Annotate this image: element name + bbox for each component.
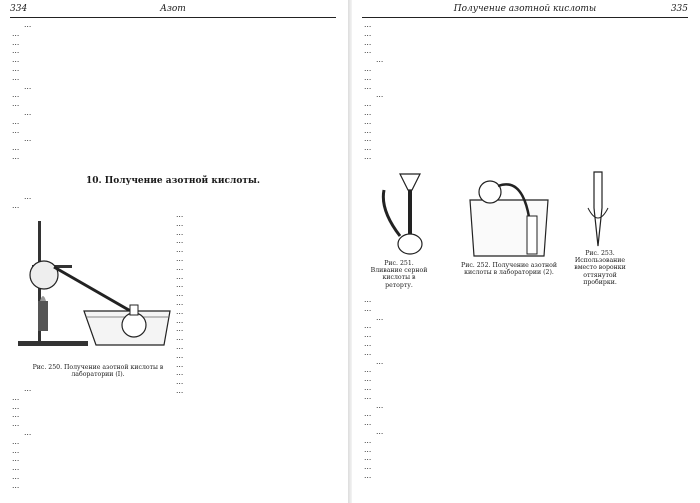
text-line: …: [364, 435, 372, 445]
text-line: …: [176, 297, 184, 307]
text-line: …: [176, 253, 184, 263]
text-line: …: [376, 426, 384, 436]
text-line: …: [176, 368, 184, 378]
text-line: …: [24, 107, 32, 117]
text-line: …: [376, 356, 384, 366]
drawn-test-tube-figure: [568, 168, 628, 258]
left-page-header: [10, 4, 336, 18]
book-gutter: [348, 0, 352, 503]
step1-side-text: [176, 211, 336, 396]
figure-252-caption: Рис. 252. Получение азотной кислоты в лаборатории (2).: [461, 262, 557, 277]
text-line: …: [12, 419, 20, 429]
right-top-text: [364, 21, 688, 162]
text-line: …: [364, 374, 372, 384]
text-line: …: [176, 333, 184, 343]
text-line: …: [176, 315, 184, 325]
text-line: …: [364, 382, 372, 392]
text-line: …: [364, 81, 372, 91]
text-line: …: [176, 218, 184, 228]
text-line: …: [176, 377, 184, 387]
text-line: …: [376, 400, 384, 410]
retort-tube: [383, 190, 400, 236]
text-line: …: [176, 262, 184, 272]
text-line: …: [12, 200, 20, 210]
text-line: …: [364, 444, 372, 454]
text-line: …: [176, 385, 184, 395]
text-line: …: [364, 72, 372, 82]
text-line: …: [12, 116, 20, 126]
retort-bulb: [479, 181, 501, 203]
burner: [38, 301, 48, 331]
retort-apparatus-figure: [14, 213, 174, 358]
text-line: …: [364, 338, 372, 348]
text-line: …: [12, 480, 20, 490]
text-line: …: [176, 289, 184, 299]
text-line: …: [364, 321, 372, 331]
figure-253-caption: Рис. 253. Использование вместо воронки оттянутой пробирки.: [574, 250, 626, 286]
text-line: …: [12, 99, 20, 109]
text-line: …: [12, 125, 20, 135]
text-line: …: [364, 365, 372, 375]
funnel-stem: [408, 190, 412, 236]
text-line: …: [364, 453, 372, 463]
right-bottom-text: [364, 296, 688, 481]
figure-250-caption: Рис. 250. Получение азотной кислоты в лаборатории (I).: [32, 364, 164, 379]
stand-base: [18, 341, 88, 346]
text-line: …: [376, 312, 384, 322]
text-line: …: [12, 471, 20, 481]
section-heading: 10. Получение азотной кислоты.: [85, 176, 261, 186]
text-line: …: [364, 151, 372, 161]
text-line: …: [12, 143, 20, 153]
text-line: …: [364, 20, 372, 29]
text-line: …: [176, 210, 184, 219]
text-line: …: [24, 20, 32, 29]
text-line: …: [364, 143, 372, 153]
text-line: …: [12, 401, 20, 411]
text-line: …: [176, 341, 184, 351]
text-line: …: [364, 418, 372, 428]
text-line: …: [12, 454, 20, 464]
text-line: …: [176, 306, 184, 316]
text-line: …: [364, 470, 372, 480]
text-line: …: [364, 99, 372, 109]
left-page-number: 334: [10, 4, 28, 14]
text-line: …: [176, 227, 184, 237]
retort-bulb: [398, 234, 422, 254]
text-line: …: [364, 116, 372, 126]
step1-text: [12, 193, 336, 211]
text-line: …: [24, 384, 32, 393]
retort-neck: [54, 267, 134, 313]
text-line: …: [24, 134, 32, 144]
text-line: …: [364, 28, 372, 38]
text-line: …: [376, 55, 384, 65]
text-line: …: [176, 271, 184, 281]
text-line: …: [12, 436, 20, 446]
text-line: …: [364, 134, 372, 144]
text-line: …: [364, 46, 372, 56]
text-line: …: [364, 391, 372, 401]
text-line: …: [24, 192, 32, 201]
text-line: …: [364, 295, 372, 304]
right-page-number: 335: [670, 4, 688, 14]
text-line: …: [24, 81, 32, 91]
text-line: …: [12, 28, 20, 38]
left-running-title: Азот: [160, 4, 186, 14]
text-line: …: [24, 427, 32, 437]
text-line: …: [12, 55, 20, 65]
text-line: …: [176, 236, 184, 246]
test-tube: [527, 216, 537, 254]
text-line: …: [12, 90, 20, 100]
text-line: …: [364, 347, 372, 357]
text-line: …: [12, 410, 20, 420]
text-line: …: [176, 280, 184, 290]
text-line: …: [364, 303, 372, 313]
funnel: [400, 174, 420, 190]
receiver-neck: [130, 305, 138, 315]
right-page: [356, 0, 694, 503]
text-line: …: [12, 72, 20, 82]
lab-nitric-acid-figure: [460, 170, 558, 270]
text-line: …: [176, 359, 184, 369]
text-line: …: [376, 90, 384, 100]
receiver-flask: [122, 313, 146, 337]
text-line: …: [364, 330, 372, 340]
text-line: …: [12, 63, 20, 73]
text-line: …: [12, 463, 20, 473]
retort-flask: [30, 261, 58, 289]
text-line: …: [364, 63, 372, 73]
left-intro-text: [12, 21, 336, 162]
text-line: …: [12, 46, 20, 56]
right-running-title: Получение азотной кислоты: [453, 4, 597, 14]
left-page: [4, 0, 342, 503]
text-line: …: [12, 37, 20, 47]
text-line: …: [176, 245, 184, 255]
text-line: …: [364, 462, 372, 472]
text-line: …: [12, 151, 20, 161]
text-line: …: [12, 392, 20, 402]
text-line: …: [364, 409, 372, 419]
right-page-header: [362, 4, 688, 18]
text-line: …: [176, 350, 184, 360]
text-line: …: [364, 125, 372, 135]
text-line: …: [364, 107, 372, 117]
text-line: …: [176, 324, 184, 334]
drawn-tube: [594, 172, 602, 246]
opyt-text: [12, 385, 336, 491]
text-line: …: [364, 37, 372, 47]
figure-251-caption: Рис. 251. Вливание серной кислоты в реторту.: [370, 260, 428, 289]
text-line: …: [12, 445, 20, 455]
